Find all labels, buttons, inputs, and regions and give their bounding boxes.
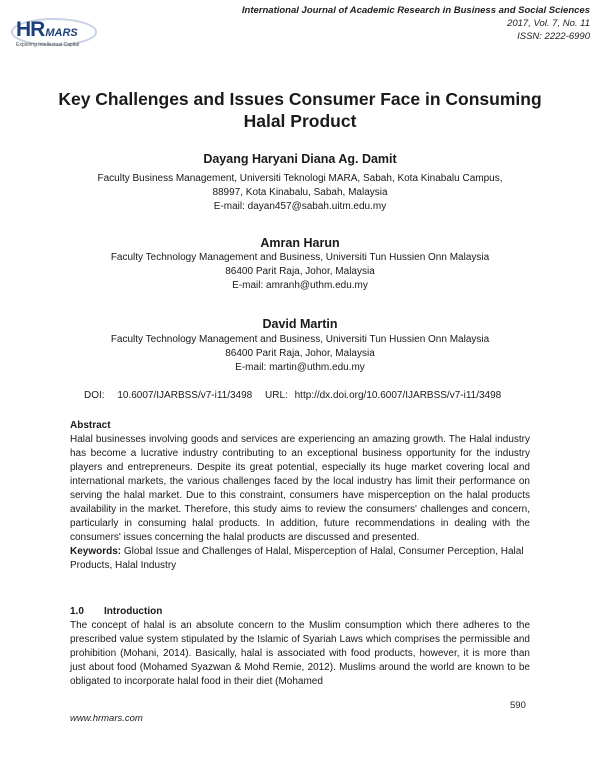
intro-body: The concept of halal is an absolute concern to the Muslim consumption which there adheres to the prescribed value system stipulated by the Islamic of Syariah Laws which comprises the permissible and prohibition (Mohani, 2014). Basically, halal is associated with food products, however, it is more than just about food (Mohamed Syazwan & Mohd Remie, 2012). Muslims around the world are known to be obligated to incorporate halal food in their diet (Mohamed [70,620,530,687]
author-affiliation: Faculty Technology Management and Business, Universiti Tun Hussien Onn Malaysia 86400 Parit Raja, Johor, Malaysia E-mail: amranh@uthm.edu.my [0,251,600,293]
abstract-body: Halal businesses involving goods and services are experiencing an amazing growth. The Halal industry has become a lucrative industry contributing to an exceptional business opportunity for the industry players and entrepreneurs. Despite its great potential, especially its huge market covering local and international markets, the various challenges faced by the local industry has limit their performance on serving the halal market. Due to this constraint, consumers have misperception on the halal products availability in the market. Therefore, this study aims to review the consumers' challenges and concern, particularly in consuming halal products. In addition, future recommendations in dealing with the consumers' issues concerning the halal products are discussed and presented. Keywords: Global Issue and Challenges of Halal, Misperception of Halal, Consumer Perception, Halal Products, Halal Industry [70,434,530,571]
journal-volume: 2017, Vol. 7, No. 11 [507,18,590,29]
publisher-logo [6,12,106,52]
url-label: URL: [265,390,288,401]
author-affiliation: Faculty Technology Management and Business, Universiti Tun Hussien Onn Malaysia 86400 Parit Raja, Johor, Malaysia E-mail: martin@uthm.edu.my [0,333,600,375]
author-name: David Martin [262,317,338,331]
author-email: E-mail: amranh@uthm.edu.my [232,280,368,291]
doi-label: DOI: [84,390,105,401]
abstract-heading: Abstract [70,420,111,431]
intro-heading: 1.0 Introduction [70,606,163,617]
page-number: 590 [510,700,526,711]
author-email: E-mail: dayan457@sabah.uitm.edu.my [213,201,387,212]
author-email: E-mail: martin@uthm.edu.my [235,362,365,373]
keywords-text: Global Issue and Challenges of Halal, Misperception of Halal, Consumer Perception, Halal Products, Halal Industry [70,546,524,571]
journal-issn: ISSN: 2222-6990 [517,31,590,42]
journal-header [242,4,590,43]
doi-line [84,390,511,401]
keywords-label: Keywords: [70,546,122,557]
paper-title: Key Challenges and Issues Consumer Face in Consuming Halal Product [58,89,542,131]
logo-wordmark: HRMARS [16,18,78,41]
url-link[interactable]: http://dx.doi.org/10.6007/IJARBSS/v7-i11/3498 [294,390,502,401]
author-name: Amran Harun [260,236,340,250]
journal-name: International Journal of Academic Research in Business and Social Sciences [241,5,590,16]
footer-website[interactable]: www.hrmars.com [70,713,143,724]
keywords [70,545,530,573]
doi-value: 10.6007/IJARBSS/v7-i11/3498 [117,390,253,401]
author-affiliation: Faculty Business Management, Universiti Teknologi MARA, Sabah, Kota Kinabalu Campus, 88997, Kota Kinabalu, Sabah, Malaysia E-mail: dayan457@sabah.uitm.edu.my [0,172,600,214]
logo-tagline: Exploring Intellectual Capital [16,42,80,48]
author-name: Dayang Haryani Diana Ag. Damit [203,152,397,166]
